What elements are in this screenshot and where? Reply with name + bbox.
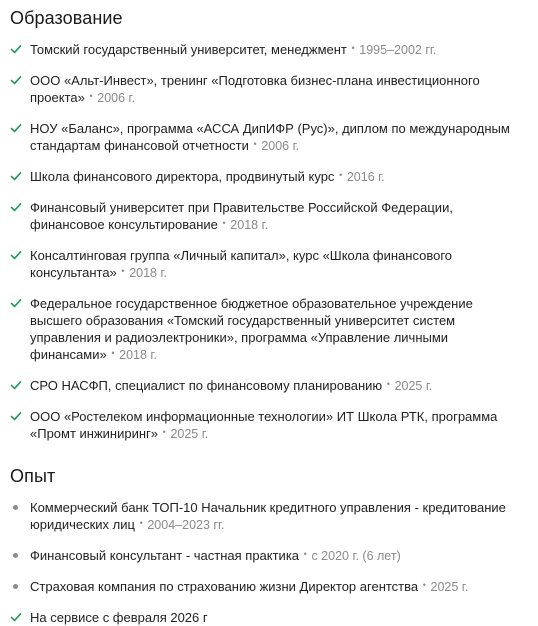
meta-separator: • [121,266,125,276]
meta-separator: • [422,580,426,590]
experience-item-date: с 2020 г. (6 лет) [311,549,401,563]
education-item-text: НОУ «Баланс», программа «АССА ДипИФР (Рус)», диплом по международным стандартам финансовой отчетности [30,121,510,153]
education-item-date: 2018 г. [129,266,167,280]
meta-separator: • [139,518,143,528]
education-item-date: 1995–2002 гг. [359,43,437,57]
education-item-text: ООО «Альт-Инвест», тренинг «Подготовка бизнес-плана инвестиционного проекта» [30,73,480,105]
meta-separator: • [222,218,226,228]
education-item-date: 2018 г. [230,218,269,232]
check-icon [10,122,22,134]
education-item [10,408,528,444]
check-icon [10,201,22,213]
experience-list [10,499,528,626]
check-icon [10,74,22,86]
education-item-date: 2025 г. [394,379,433,393]
meta-separator: • [162,427,166,437]
check-icon [10,297,22,309]
check-icon [10,170,22,182]
education-item [10,168,528,187]
education-item-text: Федеральное государственное бюджетное образовательное учреждение высшего образования «Томский государственный университет систем управления и радиоэлектроники», программа «Управление личными финансами» [30,296,473,362]
education-item [10,72,528,108]
education-item-date: 2006 г. [97,91,136,105]
education-item-date: 2025 г. [170,427,209,441]
education-item [10,377,528,396]
bullet-dot-icon [13,584,18,589]
education-item [10,247,528,283]
experience-item-text: Финансовый консультант - частная практика [30,548,300,563]
education-list [10,41,528,444]
education-item-date: 2018 г. [119,348,157,362]
check-icon [10,379,22,391]
education-item-text: Школа финансового директора, продвинутый курс [30,169,335,184]
experience-item-text: Страховая компания по страхованию жизни Директор агентства [30,579,419,594]
education-item-text: Томский государственный университет, менеджмент [30,42,347,57]
education-item-text: ООО «Ростелеком информационные технологии» ИТ Школа РТК, программа «Промт инжиниринг» [30,409,498,441]
meta-separator: • [89,91,93,101]
education-item-text: Консалтинговая группа «Личный капитал», курс «Школа финансового консультанта» [30,248,453,280]
education-item [10,295,528,365]
experience-item [10,578,528,597]
education-item [10,41,528,60]
experience-item [10,499,528,535]
experience-item [10,547,528,566]
meta-separator: • [339,170,343,180]
bullet-dot-icon [13,553,18,558]
experience-item-text: Коммерческий банк ТОП-10 Начальник кредитного управления - кредитование юридических лиц [30,500,506,532]
education-item-text: СРО НАСФП, специалист по финансовому планированию [30,378,383,393]
education-item [10,199,528,235]
education-item [10,120,528,156]
meta-separator: • [111,348,115,358]
experience-heading: Опыт [10,466,56,486]
experience-item-date: 2025 г. [430,580,469,594]
education-item-date: 2016 г. [346,170,385,184]
check-icon [10,43,22,55]
check-icon [10,611,22,623]
meta-separator: • [303,549,307,559]
meta-separator: • [386,379,390,389]
experience-item-text: На сервисе с февраля 2026 г [30,610,208,625]
experience-item [10,609,528,626]
meta-separator: • [351,43,355,53]
education-heading: Образование [10,8,123,28]
check-icon [10,410,22,422]
bullet-dot-icon [13,505,18,510]
education-item-text: Финансовый университет при Правительстве Российской Федерации, финансовое консультирование [30,200,453,232]
education-item-date: 2006 г. [261,139,300,153]
meta-separator: • [253,139,257,149]
experience-item-date: 2004–2023 гг. [147,518,225,532]
check-icon [10,249,22,261]
